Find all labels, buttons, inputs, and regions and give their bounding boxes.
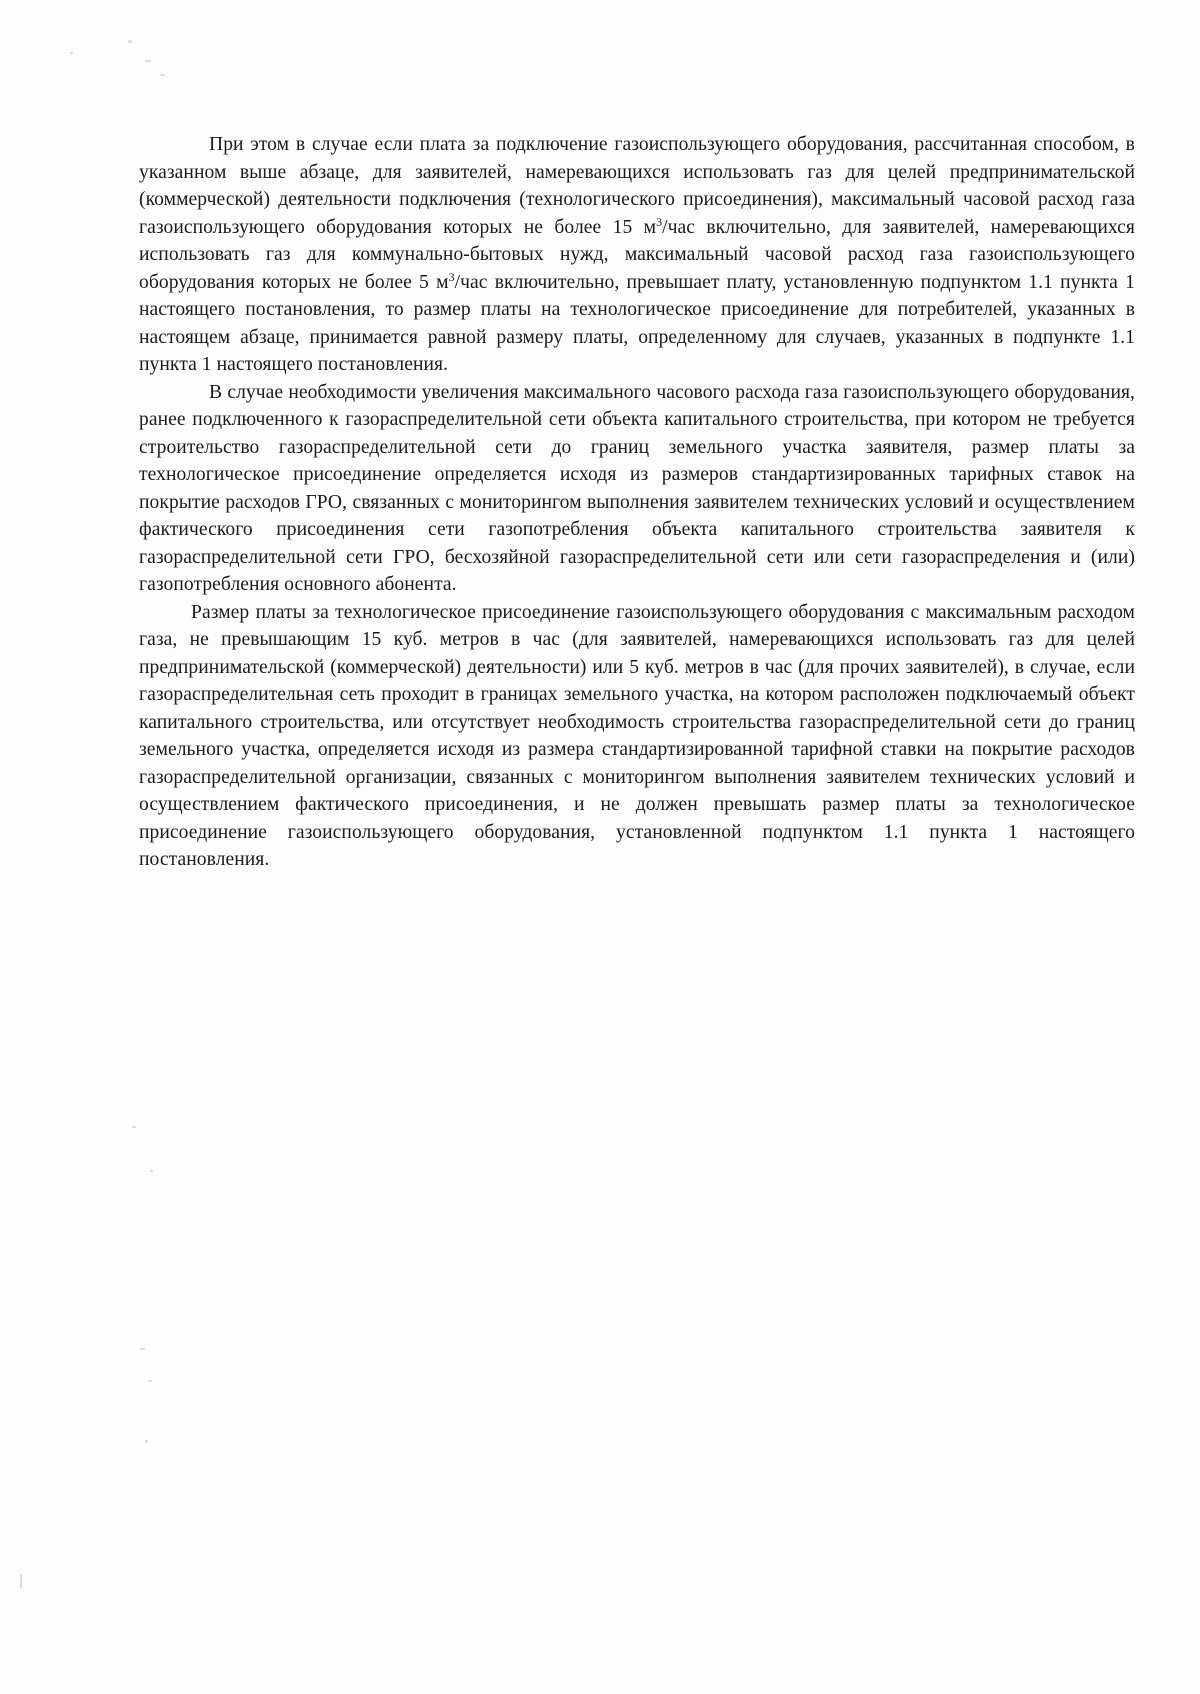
document-body <box>139 131 1135 874</box>
scan-speck <box>148 1380 152 1382</box>
scan-speck <box>145 60 151 62</box>
paragraph-text: В случае необходимости увеличения максимального часового расхода газа газоиспользующего оборудования, ранее подключенного к газораспределительной сети объекта капитального строительства, при котором не требуется строительство газораспределительной сети до границ земельного участка заявителя, размер платы за технологическое присоединение определяется исходя из размеров стандартизированных тарифных ставок на покрытие расходов ГРО, связанных с мониторингом выполнения заявителем технических условий и осуществлением фактического присоединения сети газопотребления объекта капитального строительства заявителя к газораспределительной сети ГРО, бесхозяйной газораспределительной сети или сети газораспределения и (или) газопотребления основного абонента. <box>139 381 1135 595</box>
scan-speck <box>128 40 132 43</box>
superscript: 3 <box>656 214 663 229</box>
scan-speck <box>150 1170 153 1172</box>
paragraph-text: При этом в случае если плата за подключение газоиспользующего оборудования, рассчитанная способом, в указанном выше абзаце, для заявителей, намеревающихся использовать газ для целей предпринимательской (коммерческой) деятельности подключения (технологического присоединения), максимальный часовой расход газа газоиспользующего оборудования которых не более 15 м <box>139 134 1135 238</box>
scan-speck <box>70 52 73 54</box>
scan-speck <box>140 1348 145 1350</box>
scan-speck <box>160 74 165 76</box>
paragraph-text: /час включительно, превышает плату, установленную подпунктом 1.1 пункта 1 настоящего постановления, то размер платы на технологическое присоединение для потребителей, указанных в настоящем абзаце, принимается равной размеру платы, определенному для случаев, указанных в подпункте 1.1 пункта 1 настоящего постановления. <box>139 271 1135 375</box>
paragraph-text: Размер платы за технологическое присоединение газоиспользующего оборудования с максимальным расходом газа, не превышающим 15 куб. метров в час (для заявителей, намеревающихся использовать газ для целей предпринимательской (коммерческой) деятельности) или 5 куб. метров в час (для прочих заявителей), в случае, если газораспределительная сеть проходит в границах земельного участка, на котором расположен подключаемый объект капитального строительства, или отсутствует необходимость строительства газораспределительной сети до границ земельного участка, определяется исходя из размера стандартизированной тарифной ставки на покрытие расходов газораспределительной организации, связанных с мониторингом выполнения заявителем технических условий и осуществлением фактического присоединения, и не должен превышать размер платы за технологическое присоединение газоиспользующего оборудования, установленной подпунктом 1.1 пункта 1 настоящего постановления. <box>139 601 1135 870</box>
scan-speck <box>132 1126 136 1128</box>
paragraph <box>139 599 1135 874</box>
paragraph <box>139 379 1135 599</box>
scan-speck <box>145 1440 148 1443</box>
paragraph <box>139 131 1135 379</box>
superscript: 3 <box>448 269 455 284</box>
paragraph-text: /час включительно, для заявителей, намеревающихся использовать газ для коммунально-бытовых нужд, максимальный часовой расход газа газоиспользующего оборудования которых не более 5 м <box>139 216 1135 293</box>
scan-speck <box>20 1574 22 1588</box>
